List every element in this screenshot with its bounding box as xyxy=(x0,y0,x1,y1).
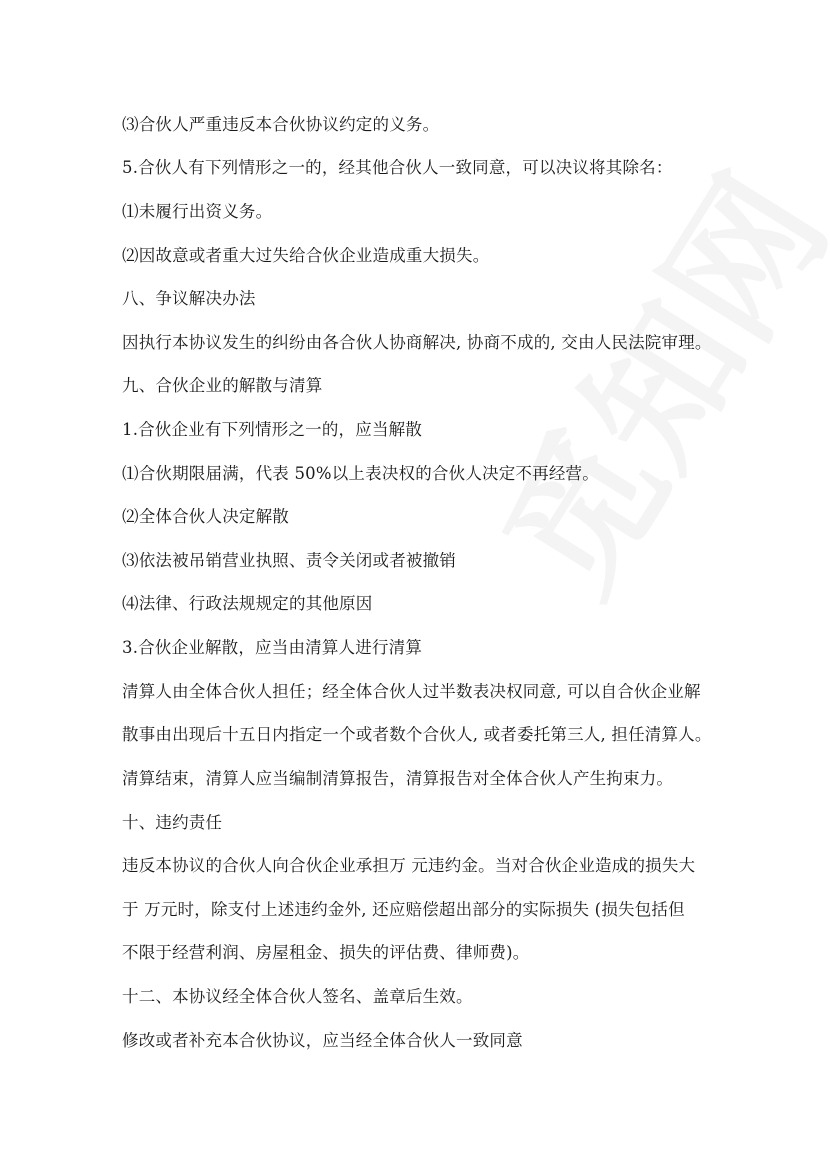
text-line: 修改或者补充本合伙协议，应当经全体合伙人一致同意 xyxy=(122,1031,523,1050)
section-heading: 十二、本协议经全体合伙人签名、盖章后生效。 xyxy=(122,987,473,1006)
text-line: 不限于经营利润、房屋租金、损失的评估费、律师费)。 xyxy=(122,943,530,962)
text-line: 5.合伙人有下列情形之一的，经其他合伙人一致同意，可以决议将其除名： xyxy=(122,158,673,177)
text-line: ⑶合伙人严重违反本合伙协议约定的义务。 xyxy=(122,115,440,134)
text-line: 3.合伙企业解散，应当由清算人进行清算 xyxy=(122,638,423,657)
text-line: ⑷法律、行政法规规定的其他原因 xyxy=(122,594,373,613)
text-line: 因执行本协议发生的纠纷由各合伙人协商解决, 协商不成的, 交由人民法院审理。 xyxy=(122,333,712,352)
text-line: ⑵因故意或者重大过失给合伙企业造成重大损失。 xyxy=(122,246,490,265)
text-line: ⑶依法被吊销营业执照、责令关闭或者被撤销 xyxy=(122,551,456,570)
section-heading: 九、合伙企业的解散与清算 xyxy=(122,376,323,395)
text-line: 于 万元时，除支付上述违约金外, 还应赔偿超出部分的实际损失 (损失包括但 xyxy=(122,900,685,919)
text-line: 违反本协议的合伙人向合伙企业承担万 元违约金。当对合伙企业造成的损失大 xyxy=(122,856,696,875)
text-line: 清算结束，清算人应当编制清算报告，清算报告对全体合伙人产生拘束力。 xyxy=(122,769,674,788)
text-line: ⑴合伙期限届满，代表 50%以上表决权的合伙人决定不再经营。 xyxy=(122,464,599,483)
text-line: 1.合伙企业有下列情形之一的，应当解散 xyxy=(122,420,423,439)
watermark-text xyxy=(444,130,830,626)
text-line: 清算人由全体合伙人担任；经全体合伙人过半数表决权同意, 可以自合伙企业解 xyxy=(122,682,701,701)
section-heading: 十、违约责任 xyxy=(122,813,223,832)
section-heading: 八、争议解决办法 xyxy=(122,289,256,308)
text-line: ⑴未履行出资义务。 xyxy=(122,202,273,221)
text-line: ⑵全体合伙人决定解散 xyxy=(122,507,289,526)
text-line: 散事由出现后十五日内指定一个或者数个合伙人, 或者委托第三人, 担任清算人。 xyxy=(122,725,712,744)
